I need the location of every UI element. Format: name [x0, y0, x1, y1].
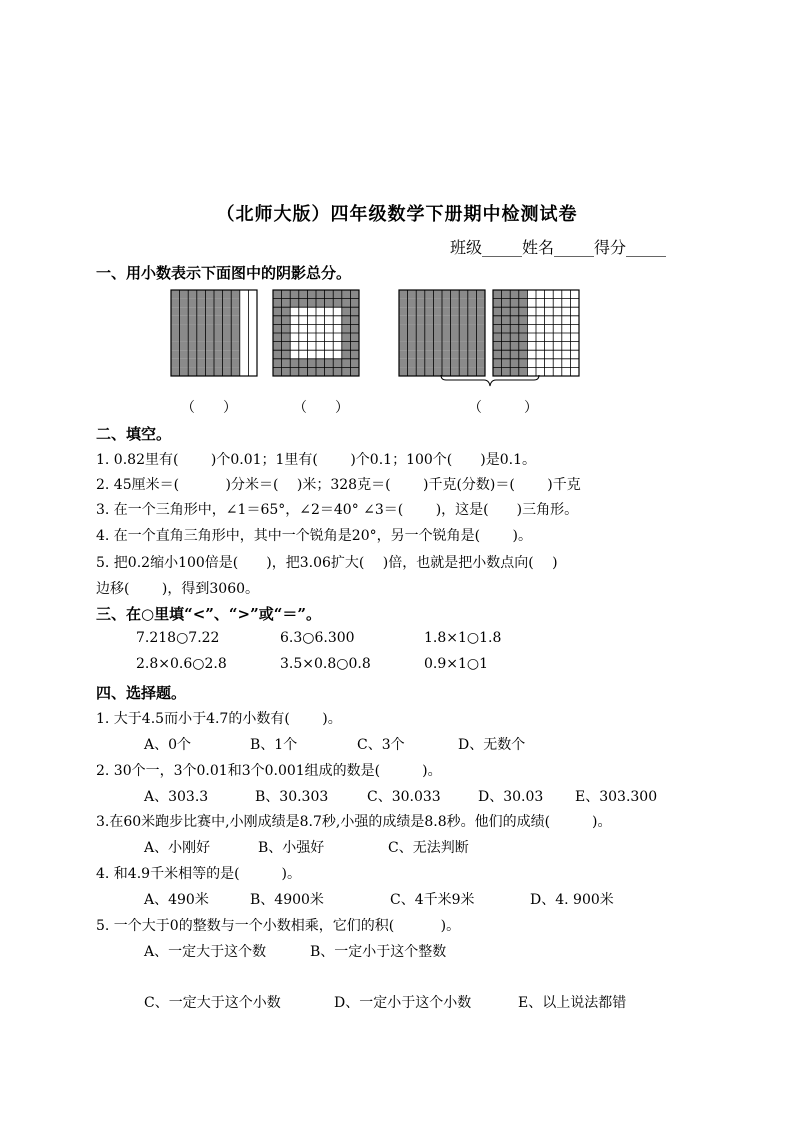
choice-option: C、无法判断 — [388, 840, 469, 856]
choice-option: D、一定小于这个小数 — [334, 995, 472, 1011]
section-2-heading: 二、填空。 — [96, 425, 172, 443]
choice-option: C、一定大于这个小数 — [144, 995, 281, 1011]
choice-option: E、303.300 — [575, 789, 658, 805]
fill-question-2: 2. 45厘米＝( )分米＝( )米；328克＝( )千克(分数)＝( )千克 — [96, 477, 581, 493]
fill-question-5: 5. 把0.2缩小100倍是( )，把3.06扩大( )倍，也就是把小数点向( ) — [96, 555, 558, 571]
figure-3-grid-left — [398, 289, 486, 377]
choice-option: C、30.033 — [367, 789, 441, 805]
choice-option: B、一定小于这个整数 — [310, 944, 447, 960]
choice-option: B、1个 — [250, 737, 298, 753]
figure-1-grid — [170, 289, 258, 377]
compare-item: 1.8×1○1.8 — [424, 630, 502, 646]
compare-item: 3.5×0.8○0.8 — [280, 656, 371, 672]
figure-3-answer-blank: （ ） — [468, 400, 538, 416]
compare-item: 6.3○6.300 — [280, 630, 355, 646]
choice-option: A、303.3 — [144, 789, 209, 805]
compare-item: 7.218○7.22 — [136, 630, 220, 646]
choice-option: B、30.303 — [255, 789, 329, 805]
section-1-heading: 一、用小数表示下面图中的阴影总分。 — [96, 264, 352, 282]
fill-question-4: 4. 在一个直角三角形中，其中一个锐角是20°，另一个锐角是( )。 — [96, 528, 532, 544]
figure-1-answer-blank: （ ） — [181, 400, 237, 416]
choice-option: D、4. 900米 — [530, 892, 614, 908]
fill-question-3: 3. 在一个三角形中，∠1＝65°，∠2＝40° ∠3＝( )，这是( )三角形。 — [96, 502, 579, 518]
figure-3-brace — [440, 374, 540, 388]
choice-option: A、一定大于这个数 — [144, 944, 267, 960]
fill-question-1: 1. 0.82里有( )个0.01；1里有( )个0.1；100个( )是0.1。 — [96, 452, 536, 468]
choice-option: A、490米 — [144, 892, 209, 908]
student-info-line: 班级_____姓名_____得分_____ — [450, 238, 667, 257]
choice-option: B、4900米 — [250, 892, 324, 908]
figure-3-grid-right — [492, 289, 580, 377]
choice-option: B、小强好 — [258, 840, 325, 856]
section-3-heading: 三、在○里填“<”、“>”或“＝”。 — [96, 605, 321, 623]
choice-option: C、3个 — [357, 737, 405, 753]
fill-question-5-continued: 边移( )，得到3060。 — [96, 581, 260, 597]
choice-option: A、0个 — [144, 737, 192, 753]
choice-option: A、小刚好 — [144, 840, 211, 856]
compare-item: 0.9×1○1 — [424, 656, 489, 672]
compare-item: 2.8×0.6○2.8 — [136, 656, 227, 672]
choice-question-5: 5. 一个大于0的整数与一个小数相乘，它们的积( )。 — [96, 918, 461, 934]
choice-question-1: 1. 大于4.5而小于4.7的小数有( )。 — [96, 711, 342, 727]
figure-2-answer-blank: （ ） — [293, 400, 349, 416]
section-4-heading: 四、选择题。 — [96, 684, 187, 702]
page-title: （北师大版）四年级数学下册期中检测试卷 — [216, 204, 578, 225]
choice-option: C、4千米9米 — [390, 892, 475, 908]
choice-option: E、以上说法都错 — [518, 995, 627, 1011]
figure-2-grid — [272, 289, 360, 377]
choice-question-2: 2. 30个一，3个0.01和3个0.001组成的数是( )。 — [96, 763, 442, 779]
choice-question-4: 4. 和4.9千米相等的是( )。 — [96, 866, 301, 882]
choice-question-3: 3.在60米跑步比赛中,小刚成绩是8.7秒,小强的成绩是8.8秒。他们的成绩( )。 — [96, 814, 612, 830]
choice-option: D、无数个 — [458, 737, 526, 753]
choice-option: D、30.03 — [478, 789, 544, 805]
